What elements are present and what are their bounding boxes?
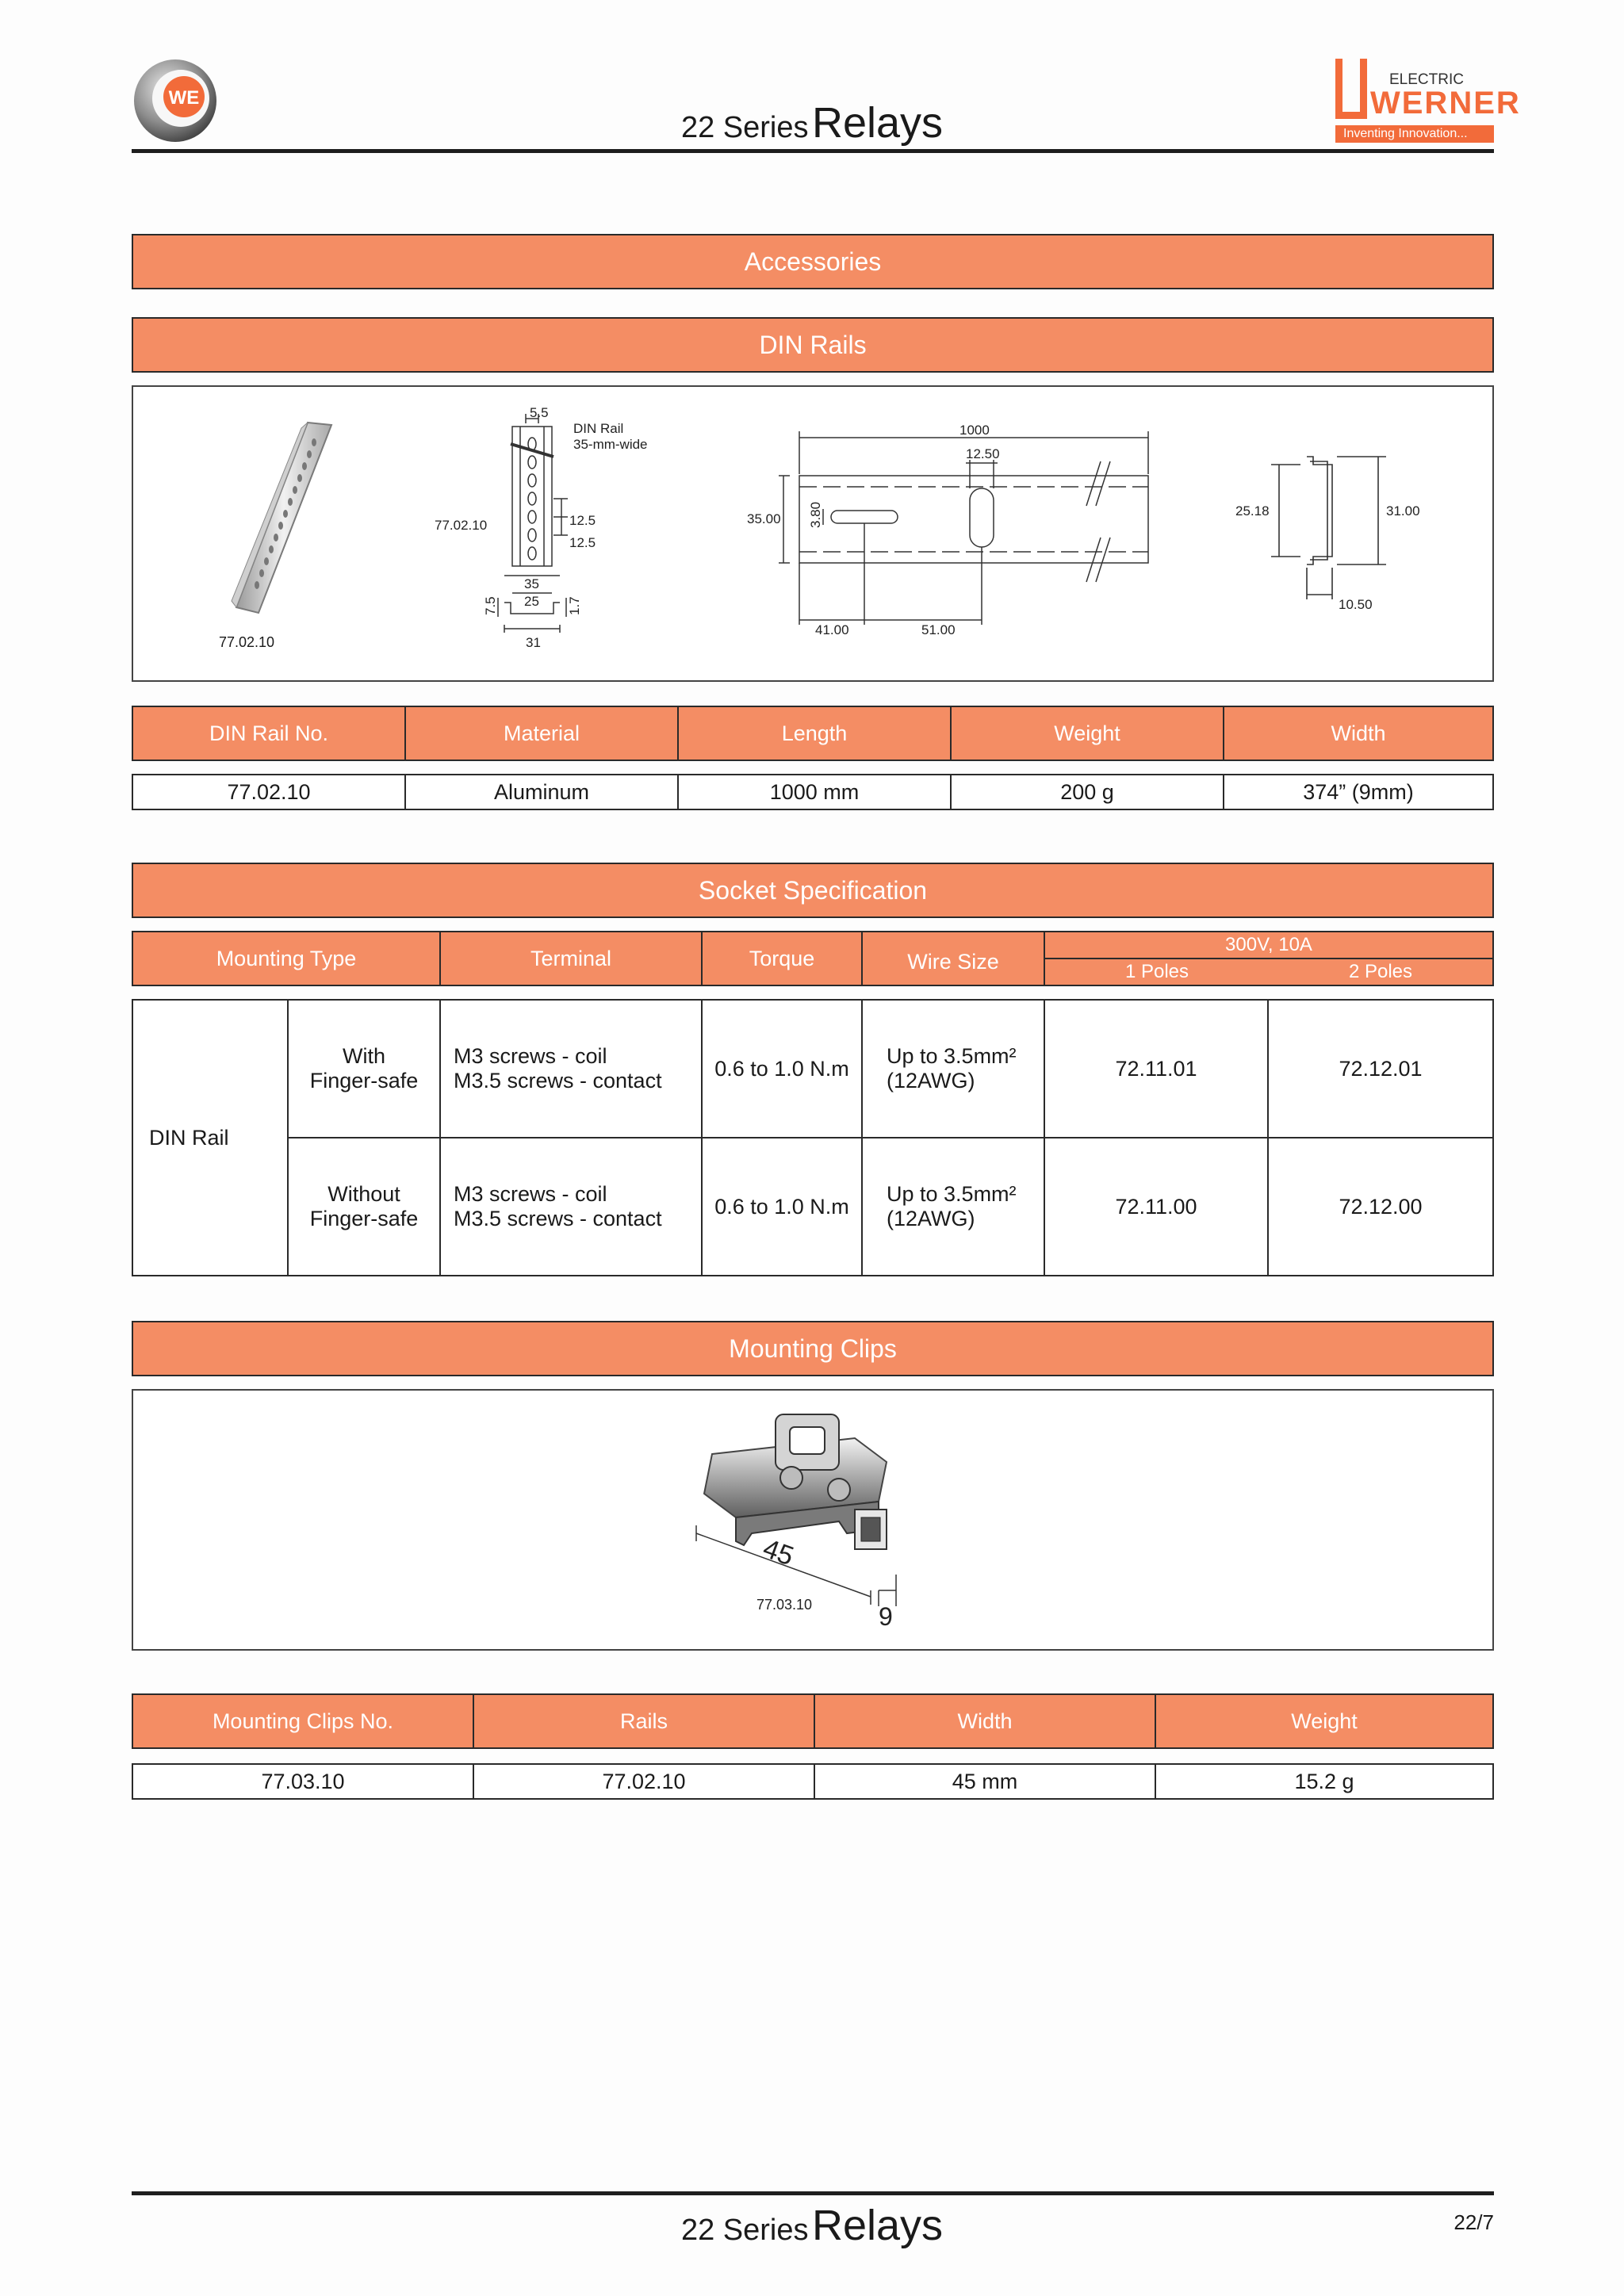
socket-spec-bar	[132, 863, 1494, 918]
clip-dim-45: 45	[759, 1533, 798, 1572]
sock-row1-wire	[887, 1001, 1042, 1137]
sock-row2-torque: 0.6 to 1.0 N.m	[714, 1194, 849, 1219]
din-td-weight: 200 g	[952, 775, 1224, 809]
din-rails-bar	[132, 317, 1494, 373]
clips-th-no: Mounting Clips No.	[133, 1695, 474, 1747]
sock-th-mounting: Mounting Type	[216, 946, 357, 970]
werner-logo	[1335, 55, 1521, 144]
sock-th-poles1: 1 Poles	[1124, 961, 1189, 982]
din-td-width: 374” (9mm)	[1303, 779, 1414, 804]
dim-25: 25	[524, 594, 539, 609]
din-rail-photo	[213, 419, 355, 625]
din-th-material: Material	[406, 707, 679, 760]
din-rail-profile-view	[1235, 450, 1473, 625]
footer-title	[0, 2201, 1624, 2250]
socket-table-header	[132, 931, 1494, 986]
sock-row1-variant-l1: With	[343, 1044, 385, 1068]
clips-th-width: Width	[815, 1695, 1156, 1747]
page-number: 22/7	[1454, 2210, 1494, 2234]
sock-row1-variant-l2: Finger-safe	[309, 1069, 419, 1093]
sock-row2-p2: 72.12.00	[1339, 1194, 1423, 1219]
sock-row2-terminal-l1: M3 screws - coil	[454, 1182, 607, 1206]
sock-row2-variant-l1: Without	[327, 1182, 400, 1206]
header-title-relays: Relays	[811, 99, 944, 147]
dim-35-00: 35.00	[747, 511, 781, 526]
din-td-material: Aluminum	[406, 775, 679, 809]
mounting-clip-drawing	[688, 1406, 950, 1636]
footer-title-relays: Relays	[811, 2202, 944, 2249]
dim-1-7: 1.7	[567, 596, 582, 615]
clip-dim-9: 9	[879, 1602, 893, 1631]
sock-row2-wire	[887, 1138, 1042, 1275]
dim-12-5b: 12.5	[569, 535, 596, 550]
clips-td-width: 45 mm	[815, 1765, 1156, 1798]
sock-row1-p1: 72.11.01	[1115, 1056, 1197, 1081]
clips-table-row	[132, 1763, 1494, 1800]
dim-3-80: 3.80	[808, 501, 823, 528]
mounting-clips-title: Mounting Clips	[729, 1334, 897, 1363]
clips-th-weight: Weight	[1291, 1709, 1358, 1733]
dim-12-50: 12.50	[966, 446, 1000, 461]
rail-photo-label: 77.02.10	[219, 634, 275, 650]
sock-row1-terminal-l1: M3 screws - coil	[454, 1044, 607, 1068]
sock-row2-terminal-l2: M3.5 screws - contact	[454, 1207, 662, 1230]
clips-td-weight: 15.2 g	[1294, 1769, 1354, 1793]
dim-7-5: 7.5	[483, 596, 498, 615]
sock-row1-torque: 0.6 to 1.0 N.m	[714, 1056, 849, 1081]
werner-logo-emblem	[1335, 59, 1367, 119]
clips-td-no: 77.03.10	[133, 1765, 474, 1798]
sock-th-terminal: Terminal	[530, 946, 612, 970]
mounting-clips-bar	[132, 1321, 1494, 1376]
svg-text:WE: WE	[168, 87, 200, 109]
clips-table-header	[132, 1693, 1494, 1749]
din-rails-title: DIN Rails	[759, 330, 867, 359]
din-th-length: Length	[679, 707, 952, 760]
header-title-series: 22 Series	[680, 111, 809, 144]
sock-th-torque: Torque	[749, 946, 815, 970]
din-table-row	[132, 774, 1494, 810]
dim-10-50: 10.50	[1339, 597, 1373, 612]
sock-row2-terminal	[454, 1138, 699, 1275]
dim-41-00: 41.00	[815, 622, 849, 637]
header-rule	[132, 149, 1494, 153]
sock-row2-variant	[289, 1138, 439, 1275]
accessories-title: Accessories	[744, 247, 882, 276]
din-rail-side-view	[435, 395, 720, 680]
sock-th-poles2: 2 Poles	[1348, 961, 1413, 982]
dim-31: 31	[526, 635, 541, 650]
accessories-bar	[132, 234, 1494, 289]
sock-mount-din-rail: DIN Rail	[149, 1125, 229, 1150]
sock-th-wire: Wire Size	[907, 949, 999, 974]
sock-row1-terminal-l2: M3.5 screws - contact	[454, 1069, 662, 1093]
sock-row1-terminal	[454, 1001, 699, 1137]
werner-brand-name: WERNER	[1370, 86, 1521, 121]
din-th-width: Width	[1331, 721, 1386, 745]
sock-row1-variant	[289, 1001, 439, 1137]
clips-th-rails: Rails	[474, 1695, 815, 1747]
din-th-weight: Weight	[952, 707, 1224, 760]
side-view-label: 77.02.10	[435, 518, 488, 533]
sock-row2-variant-l2: Finger-safe	[309, 1207, 419, 1230]
socket-table-body	[132, 999, 1494, 1276]
din-th-no: DIN Rail No.	[133, 707, 406, 760]
werner-brand-top: ELECTRIC	[1389, 71, 1464, 88]
sock-row1-wire-l2: (12AWG)	[887, 1069, 975, 1093]
footer-rule	[132, 2191, 1494, 2195]
din-rail-drawing-frame	[132, 385, 1494, 682]
sock-th-rating: 300V, 10A	[1225, 934, 1312, 955]
mounting-clip-frame	[132, 1389, 1494, 1651]
clips-td-rails: 77.02.10	[474, 1765, 815, 1798]
dim-31-00: 31.00	[1386, 503, 1420, 519]
dim-35: 35	[524, 576, 539, 591]
dim-5-5: 5.5	[530, 405, 549, 420]
din-rail-front-view	[747, 423, 1196, 664]
sock-row2-wire-l1: Up to 3.5mm²	[887, 1182, 1017, 1206]
sock-row2-p1: 72.11.00	[1115, 1194, 1197, 1219]
sock-row2-wire-l2: (12AWG)	[887, 1207, 975, 1230]
din-rail-text: DIN Rail	[573, 421, 624, 436]
werner-tagline: Inventing Innovation...	[1335, 125, 1494, 143]
din-td-length: 1000 mm	[679, 775, 952, 809]
sock-row1-p2: 72.12.01	[1339, 1056, 1423, 1081]
sock-row1-wire-l1: Up to 3.5mm²	[887, 1044, 1017, 1068]
din-td-no: 77.02.10	[133, 775, 406, 809]
clip-label: 77.03.10	[756, 1597, 813, 1613]
dim-12-5a: 12.5	[569, 513, 596, 528]
dim-1000: 1000	[959, 423, 990, 438]
dim-25-18: 25.18	[1235, 503, 1270, 519]
footer-title-series: 22 Series	[680, 2214, 809, 2247]
dim-51-00: 51.00	[921, 622, 956, 637]
din-table-header	[132, 706, 1494, 761]
din-rail-subtext: 35-mm-wide	[573, 437, 648, 452]
socket-spec-title: Socket Specification	[698, 875, 928, 905]
